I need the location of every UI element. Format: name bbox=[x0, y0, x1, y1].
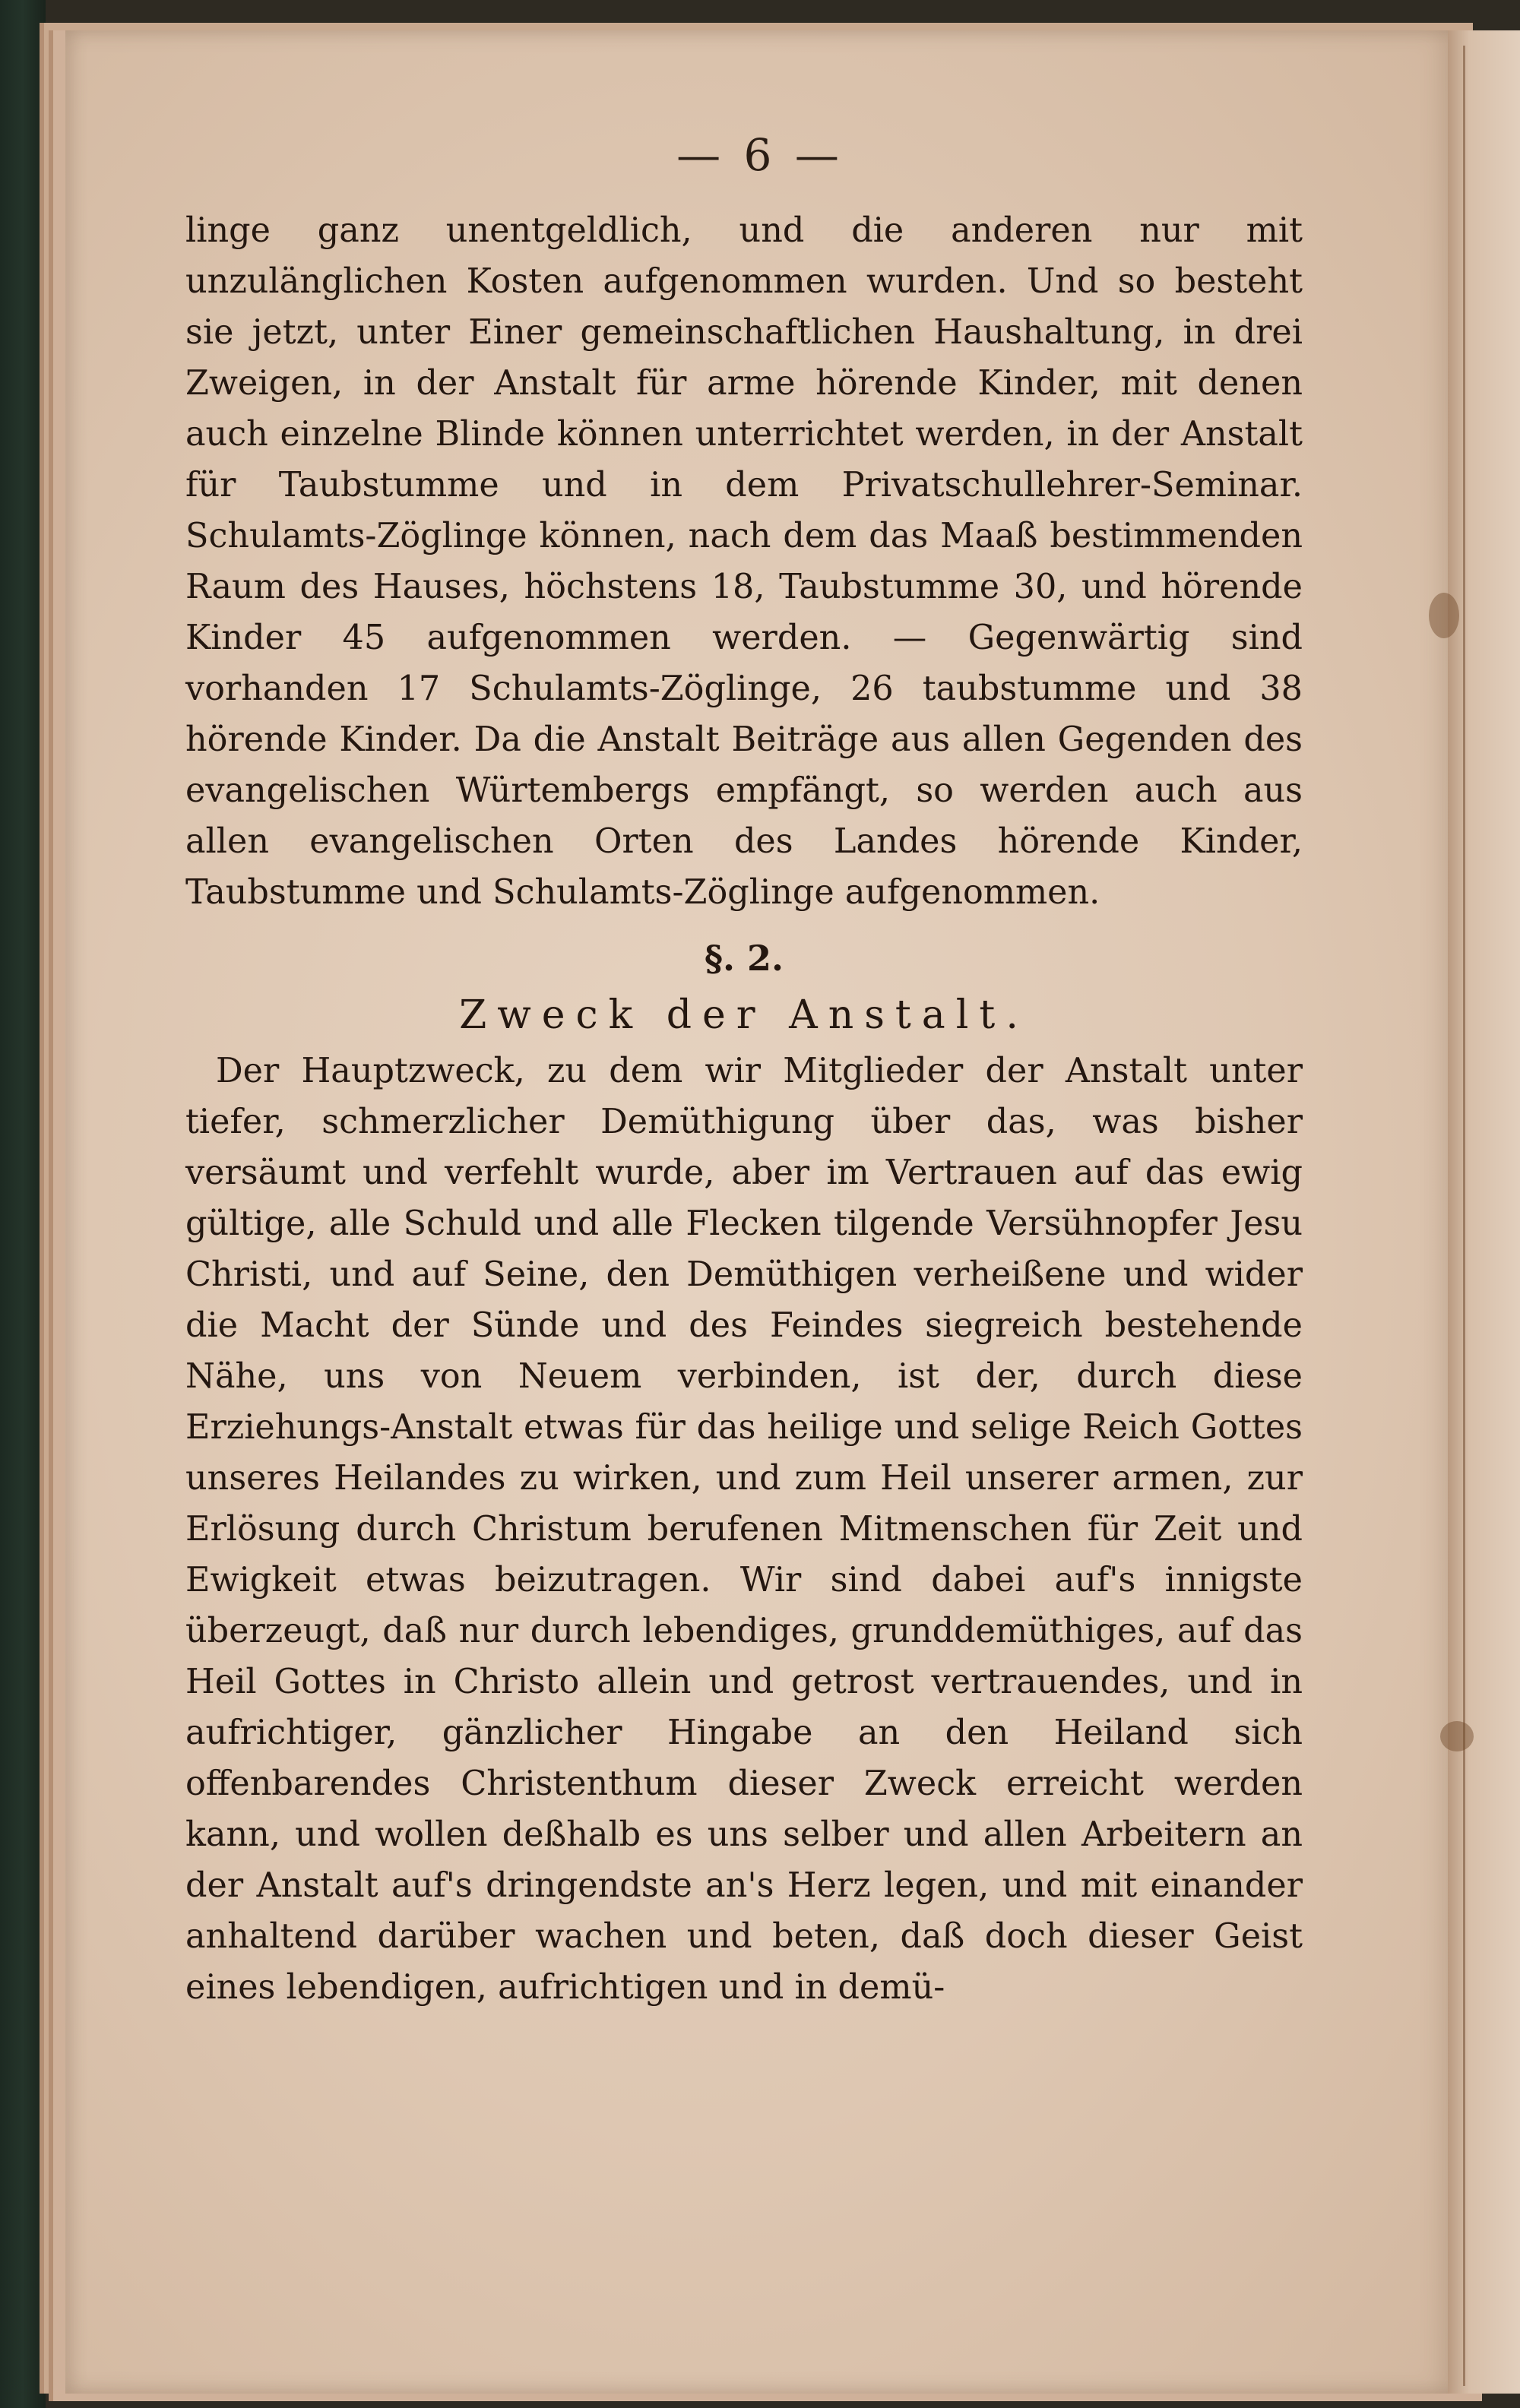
gutter-line bbox=[1463, 46, 1465, 2386]
page-stain bbox=[1440, 1721, 1474, 1751]
page-number: — 6 — bbox=[676, 129, 844, 181]
book-cover-edge bbox=[0, 0, 46, 2408]
section-number: §. 2. bbox=[704, 938, 784, 979]
paragraph-purpose: Der Hauptzweck, zu dem wir Mitglieder der Anstalt unter tiefer, schmerzlicher Demüthigung über das, was bisher versäumt und verfehlt wurde, aber im Vertrauen auf das ewig gültige, alle Schuld und alle Flecken tilgende Versühnopfer Jesu Christi, und auf Seine, den Demüthigen verheißene und wider die Macht der Sünde und des Feindes siegreich bestehende Nähe, uns von Neuem verbinden, ist der, durch diese Erziehungs-Anstalt etwas für das heilige und selige Reich Gottes unseres Heilandes zu wirken, und zum Heil unserer armen, zur Erlösung durch Christum berufenen Mitmenschen für Zeit und Ewigkeit etwas beizutragen. Wir sind dabei auf's innigste überzeugt, daß nur durch lebendiges, grunddemüthiges, auf das Heil Gottes in Christo allein und getrost vertrauendes, und in aufrichtiger, gänzlicher Hingabe an den Heiland sich offenbarendes Christenthum dieser Zweck erreicht werden kann, und wollen deßhalb es uns selber und allen Arbeitern an der Anstalt auf's dringendste an's Herz legen, und mit einander anhaltend darüber wachen und beten, daß doch dieser Geist eines lebendigen, aufrichtigen und in demü- bbox=[185, 1052, 1303, 2007]
facing-page-edge bbox=[1448, 30, 1520, 2394]
page-text bbox=[185, 205, 1303, 2013]
paragraph-intro: linge ganz unentgeldlich, und die anderen nur mit unzulänglichen Kosten aufgenommen wurden. Und so besteht sie jetzt, unter Einer gemeinschaftlichen Haushaltung, in drei Zweigen, in der Anstalt für arme hörende Kinder, mit denen auch einzelne Blinde können unterrichtet werden, in der Anstalt für Taubstumme und in dem Privatschullehrer-Seminar. Schulamts-Zöglinge können, nach dem das Maaß bestimmenden Raum des Hauses, höchstens 18, Taubstumme 30, und hörende Kinder 45 aufgenommen werden. — Gegenwärtig sind vorhanden 17 Schulamts-Zöglinge, 26 taubstumme und 38 hörende Kinder. Da die Anstalt Beiträge aus allen Gegenden des evangelischen Würtembergs empfängt, so werden auch aus allen evangelischen Orten des Landes hörende Kinder, Taubstumme und Schulamts-Zöglinge aufgenommen. bbox=[185, 211, 1303, 912]
page-stain bbox=[1429, 593, 1459, 638]
section-title: Zweck der Anstalt. bbox=[459, 992, 1029, 1038]
